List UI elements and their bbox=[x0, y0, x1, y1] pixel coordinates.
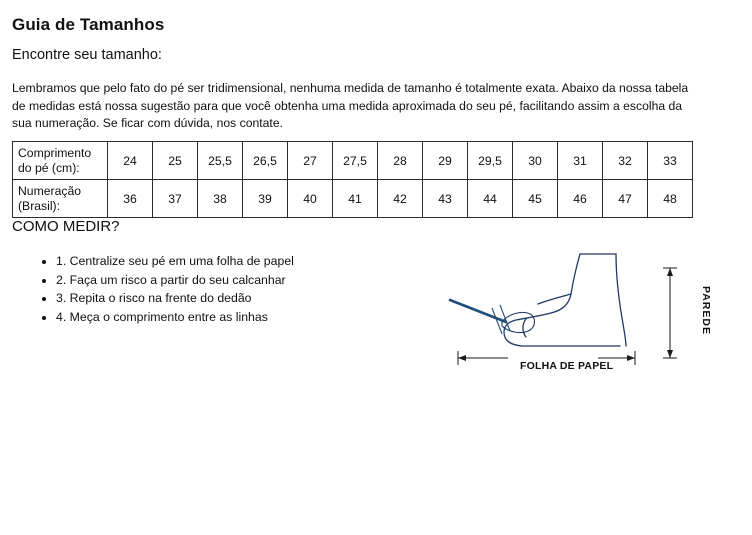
size-table bbox=[12, 141, 693, 218]
cell-length-2: 25,5 bbox=[198, 142, 243, 180]
table-row bbox=[13, 142, 693, 180]
cell-length-11: 32 bbox=[603, 142, 648, 180]
section-subtitle: Encontre seu tamanho: bbox=[12, 47, 162, 63]
cell-length-5: 27,5 bbox=[333, 142, 378, 180]
cell-length-10: 31 bbox=[558, 142, 603, 180]
list-item: • 4. Meça o comprimento entre as linhas bbox=[56, 308, 294, 327]
cell-size-8: 44 bbox=[468, 180, 513, 218]
cell-size-11: 47 bbox=[603, 180, 648, 218]
row-header-size: Numeração (Brasil): bbox=[13, 180, 108, 218]
cell-size-2: 38 bbox=[198, 180, 243, 218]
cell-length-6: 28 bbox=[378, 142, 423, 180]
list-item: • 3. Repita o risco na frente do dedão bbox=[56, 289, 294, 308]
table-row bbox=[13, 180, 693, 218]
intro-paragraph: Lembramos que pelo fato do pé ser tridimensional, nenhuma medida de tamanho é totalmente exata. Abaixo da nossa tabela de medidas está nossa sugestão para que você obtenha uma medida aproximada do seu pé, facilitando assim a escolha da sua numeração. Se ficar com dúvida, nos contate. bbox=[12, 81, 689, 131]
cell-length-1: 25 bbox=[153, 142, 198, 180]
cell-length-8: 29,5 bbox=[468, 142, 513, 180]
cell-length-3: 26,5 bbox=[243, 142, 288, 180]
cell-size-0: 36 bbox=[108, 180, 153, 218]
cell-length-9: 30 bbox=[513, 142, 558, 180]
list-item: • 2. Faça um risco a partir do seu calcanhar bbox=[56, 271, 294, 290]
howto-title: COMO MEDIR? bbox=[12, 218, 120, 235]
steps-list bbox=[34, 252, 294, 326]
cell-length-7: 29 bbox=[423, 142, 468, 180]
cell-length-0: 24 bbox=[108, 142, 153, 180]
cell-length-12: 33 bbox=[648, 142, 693, 180]
cell-size-7: 43 bbox=[423, 180, 468, 218]
row-header-length: Comprimento do pé (cm): bbox=[13, 142, 108, 180]
illustration-paper-label: FOLHA DE PAPEL bbox=[520, 360, 614, 372]
list-item: • 1. Centralize seu pé em uma folha de papel bbox=[56, 252, 294, 271]
cell-size-6: 42 bbox=[378, 180, 423, 218]
page-title: Guia de Tamanhos bbox=[12, 15, 165, 35]
illustration-wall-label: PAREDE bbox=[700, 286, 712, 335]
cell-size-10: 46 bbox=[558, 180, 603, 218]
cell-size-5: 41 bbox=[333, 180, 378, 218]
cell-size-1: 37 bbox=[153, 180, 198, 218]
cell-size-4: 40 bbox=[288, 180, 333, 218]
cell-size-12: 48 bbox=[648, 180, 693, 218]
cell-size-9: 45 bbox=[513, 180, 558, 218]
cell-size-3: 39 bbox=[243, 180, 288, 218]
cell-length-4: 27 bbox=[288, 142, 333, 180]
